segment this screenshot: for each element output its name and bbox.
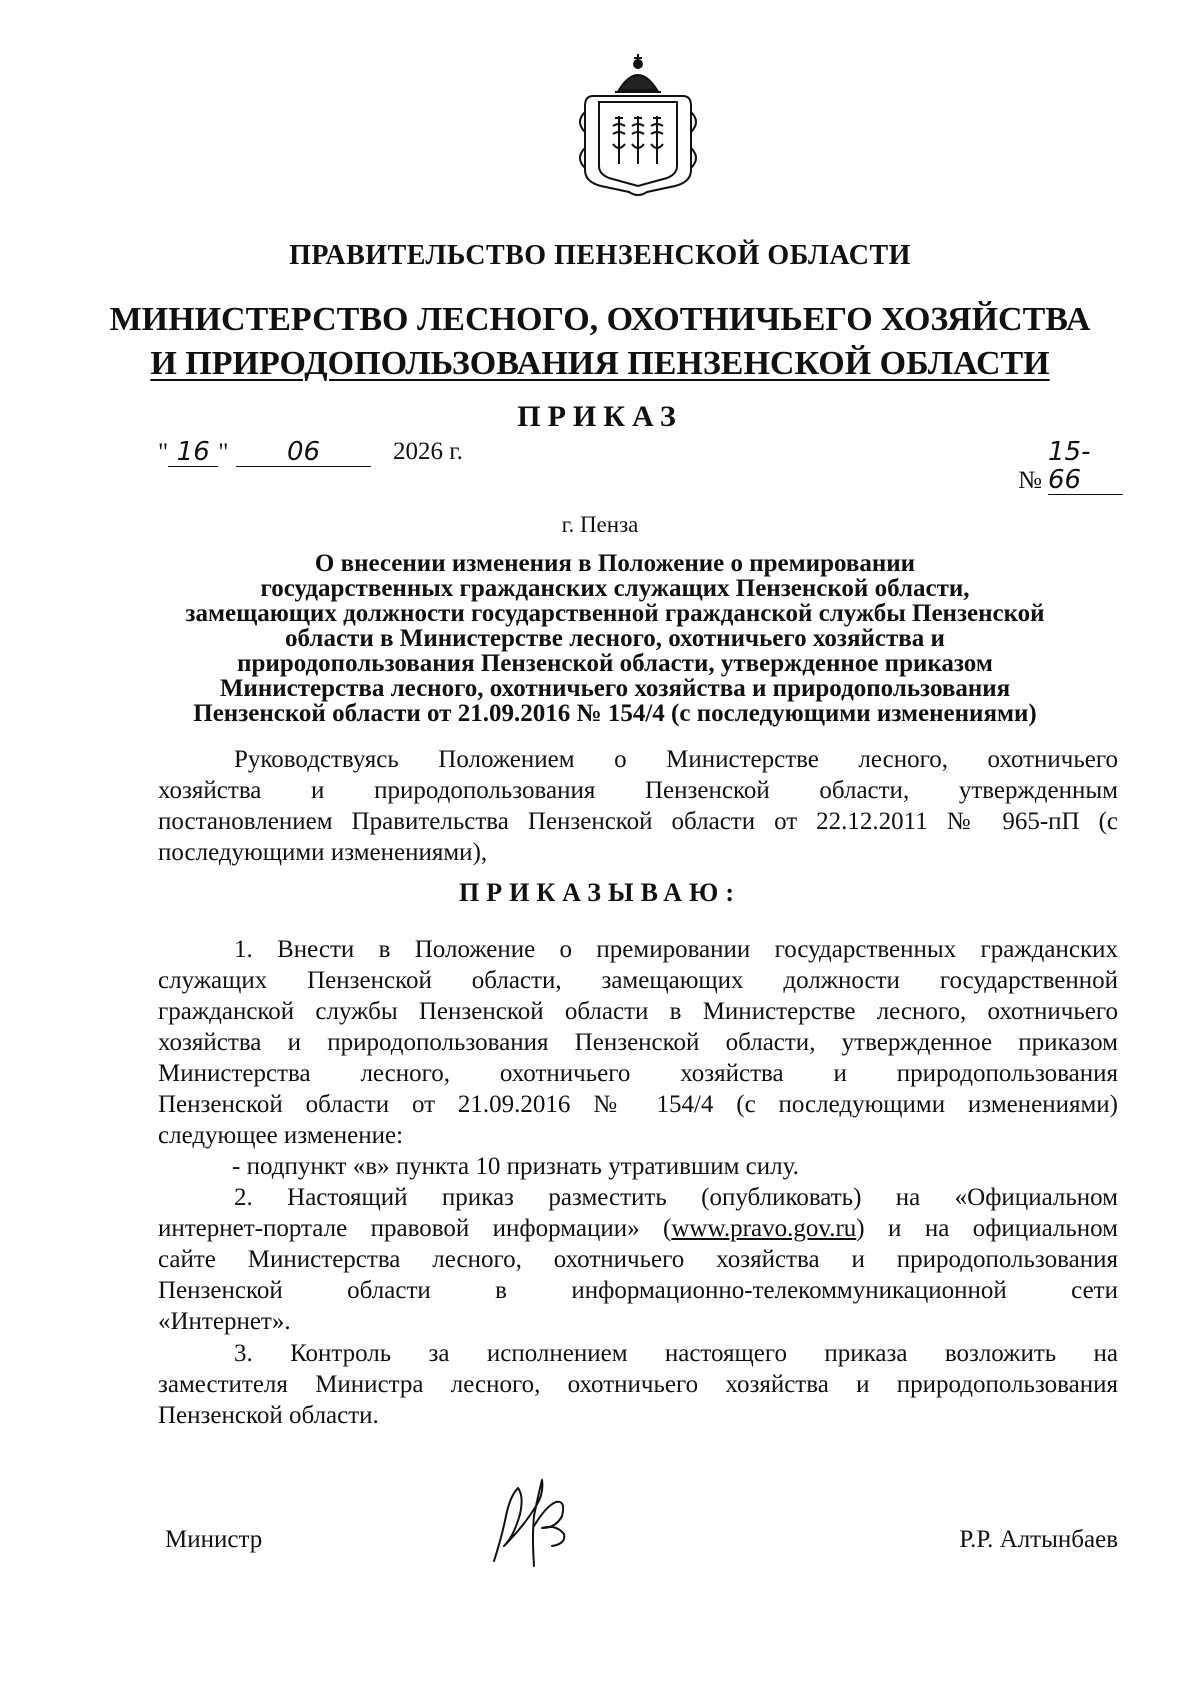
ministry-line-2: И ПРИРОДОПОЛЬЗОВАНИЯ ПЕНЗЕНСКОЙ ОБЛАСТИ	[150, 345, 1050, 382]
title-line: Министерства лесного, охотничьего хозяйства и природопользования	[219, 675, 1011, 702]
ministry-heading	[0, 298, 1200, 386]
title-line: О внесении изменения в Положение о премировании	[314, 550, 916, 577]
preamble-line: Руководствуясь Положением о Министерстве лесного, охотничьего	[234, 746, 1118, 773]
signer-position: Министр	[165, 1526, 263, 1553]
year-value: 2026 г.	[393, 438, 463, 465]
date-number-row	[158, 437, 1123, 495]
order-number	[1018, 438, 1123, 495]
item-line	[158, 1213, 1118, 1244]
document-type: ПРИКАЗ	[517, 400, 683, 433]
item-line: хозяйства и природопользования Пензенской области, утвержденное приказом	[158, 1029, 1118, 1056]
item-line: следующее изменение:	[158, 1122, 404, 1149]
title-line: государственных гражданских служащих Пензенской области,	[260, 575, 970, 602]
item-line: Пензенской области от 21.09.2016 № 154/4 (с последующими изменениями)	[158, 1091, 1118, 1118]
government-heading: ПРАВИТЕЛЬСТВО ПЕНЗЕНСКОЙ ОБЛАСТИ	[289, 240, 911, 271]
preamble-line: хозяйства и природопользования Пензенской области, утвержденным	[158, 777, 1118, 804]
item-line: 3. Контроль за исполнением настоящего приказа возложить на	[234, 1340, 1118, 1367]
title-line: Пензенской области от 21.09.2016 № 154/4 (с последующими изменениями)	[193, 700, 1037, 727]
item-1	[158, 934, 1118, 1182]
item-line: - подпункт «в» пункта 10 признать утратившим силу.	[232, 1153, 799, 1180]
preamble-line: последующими изменениями),	[158, 839, 488, 866]
preamble	[158, 744, 1118, 868]
item-line: 2. Настоящий приказ разместить (опубликовать) на «Официальном	[234, 1184, 1118, 1211]
item-line: гражданской службы Пензенской области в Министерстве лесного, охотничьего	[158, 998, 1118, 1025]
order-word: ПРИКАЗЫВАЮ:	[459, 878, 741, 907]
item-text: ) и на официальном	[856, 1215, 1118, 1242]
item-line: сайте Министерства лесного, охотничьего хозяйства и природопользования	[158, 1246, 1118, 1273]
signer-name: Р.Р. Алтынбаев	[959, 1526, 1118, 1553]
item-line: 1. Внести в Положение о премировании государственных гражданских	[234, 936, 1118, 963]
item-line: Пензенской области в информационно-телекоммуникационной сети	[158, 1277, 1118, 1304]
item-text: интернет-портале правовой информации» (	[158, 1215, 672, 1242]
order-title	[150, 551, 1080, 726]
item-2	[158, 1182, 1118, 1337]
title-line: замещающих должности государственной гражданской службы Пензенской	[185, 600, 1045, 627]
title-line: области в Министерстве лесного, охотничьего хозяйства и	[285, 625, 945, 652]
preamble-line: постановлением Правительства Пензенской области от 22.12.2011 № 965-пП (с	[158, 808, 1118, 835]
item-line: Пензенской области.	[158, 1402, 379, 1429]
number-prefix: №	[1018, 467, 1042, 494]
ministry-line-1: МИНИСТЕРСТВО ЛЕСНОГО, ОХОТНИЧЬЕГО ХОЗЯЙСТВА	[109, 301, 1091, 338]
day-value: 16	[168, 438, 218, 467]
coat-of-arms-emblem	[571, 52, 705, 202]
item-3	[158, 1338, 1118, 1431]
item-line: Министерства лесного, охотничьего хозяйства и природопользования	[158, 1060, 1118, 1087]
item-line: «Интернет».	[158, 1308, 291, 1335]
city-label: г. Пенза	[561, 512, 639, 537]
title-line: природопользования Пензенской области, утвержденное приказом	[237, 650, 993, 677]
handwritten-signature	[484, 1466, 574, 1576]
order-day: " 16 "	[158, 437, 229, 467]
item-line: служащих Пензенской области, замещающих должности государственной	[158, 967, 1118, 994]
month-value: 06	[236, 438, 371, 467]
item-line: заместителя Министра лесного, охотничьего хозяйства и природопользования	[158, 1371, 1118, 1398]
number-value: 15-66	[1048, 438, 1123, 495]
pravo-link[interactable]: www.pravo.gov.ru	[671, 1215, 857, 1242]
